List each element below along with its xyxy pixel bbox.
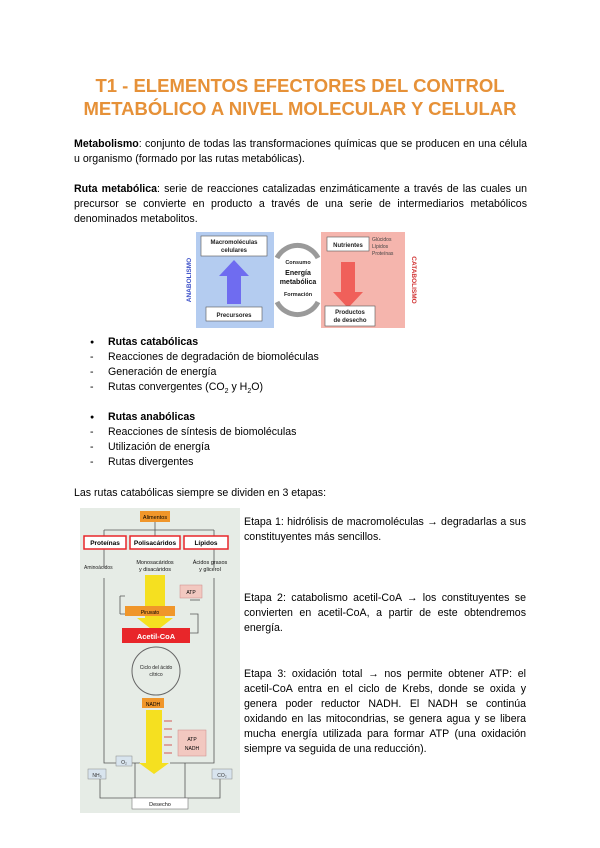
etapa-3-text: Etapa 3: oxidación total → nos permite obtener ATP: el acetil-CoA entra en el ciclo de Krebs, donde se oxida y genera poder reductor NADH. El NADH se continúa oxidando en las mitocondrias, se genera agua y se libera mucha energía utilizada para formar ATP (una oxidación siempre va seguida de una reducción).	[244, 668, 526, 755]
o-close-text: O)	[251, 381, 264, 393]
list-item: - Rutas divergentes	[90, 455, 296, 470]
title-line-2: METABÓLICO A NIVEL MOLECULAR Y CELULAR	[83, 98, 517, 119]
nutrientes-label: Nutrientes	[333, 243, 363, 249]
mono-line2: y disacáridos	[138, 567, 172, 573]
desecho-label: Desecho	[149, 802, 171, 808]
macromoleculas-line2: celulares	[220, 248, 248, 254]
productos-line1: Productos	[335, 310, 365, 316]
cycle-arc-top	[277, 245, 318, 258]
macromoleculas-line1: Macromoléculas	[210, 240, 258, 246]
formacion-label: Formación	[283, 292, 313, 298]
precursores-label: Precursores	[216, 313, 252, 319]
metabolismo-paragraph	[74, 137, 527, 167]
energia-line1: Energía	[285, 270, 311, 277]
catabolismo-label: CATABOLISMO	[410, 256, 417, 304]
atp-nadh-box	[178, 730, 206, 756]
list-item: - Utilización de energía	[90, 440, 296, 455]
polisacaridos-label: Polisacáridos	[133, 540, 177, 547]
list-item-convergentes	[90, 380, 319, 399]
ruta-paragraph	[74, 182, 527, 227]
co2-label: CO₂	[217, 773, 227, 779]
list-item: - Generación de energía	[90, 365, 319, 380]
ciclo-line2: cítrico	[149, 672, 163, 678]
piruvato-label: Piruvato	[140, 610, 160, 616]
nadh-label: NADH	[145, 702, 161, 708]
atp-nadh-line2: NADH	[184, 746, 200, 752]
o2-label: O₂	[121, 760, 127, 766]
acidos-line1: Ácidos grasos	[192, 560, 228, 566]
etapa-2-text: Etapa 2: catabolismo acetil-CoA → los constituyentes se convierten en acetil-CoA, a partir de este obtendremos energía.	[244, 592, 526, 634]
ruta-definition: : serie de reacciones catalizadas enzimáticamente a través de las cuales un precursor se convierte en producto a través de una serie de intermediarios metabólicos denominados metabolitos.	[74, 183, 527, 225]
consumo-label: Consumo	[285, 260, 311, 266]
convergentes-text: Rutas convergentes (CO	[108, 381, 225, 393]
glucidos-label: Glúcidos	[372, 237, 392, 243]
proteinas-fig1-label: Proteínas	[372, 251, 394, 257]
catabolism-stages-diagram	[80, 508, 240, 813]
metabolism-diagram	[181, 230, 417, 330]
list-item: - Reacciones de síntesis de biomoléculas	[90, 425, 296, 440]
ruta-term: Ruta metabólica	[74, 183, 158, 195]
co2-subscript: 2	[224, 388, 229, 396]
rutas-anabolicas-list	[90, 410, 296, 470]
alimentos-label: Alimentos	[142, 515, 168, 521]
acetilcoa-label: Acetil-CoA	[136, 632, 176, 641]
proteinas-label: Proteínas	[90, 540, 120, 547]
mono-line1: Monosacáridos	[136, 560, 174, 566]
metabolismo-definition: : conjunto de todas las transformaciones químicas que se producen en una célula u organismo (formado por las rutas metabólicas).	[74, 138, 527, 165]
page-title	[60, 74, 540, 120]
productos-line2: de desecho	[333, 318, 367, 324]
title-line-1: T1 - ELEMENTOS EFECTORES DEL CONTROL	[95, 75, 505, 96]
atp-nadh-line1: ATP	[187, 737, 197, 743]
list-item: - Reacciones de degradación de biomoléculas	[90, 350, 319, 365]
ciclo-line1: Ciclo del ácido	[139, 665, 173, 671]
rutas-catabolicas-list	[90, 335, 319, 399]
lipidos-label: Lípidos	[372, 244, 389, 250]
acidos-line2: y glicerol	[199, 567, 221, 573]
nh3-label: NH₃	[92, 773, 102, 779]
cycle-arc-bottom	[277, 302, 318, 315]
y-h-text: y H	[228, 381, 248, 393]
lipidos-label: Lípidos	[194, 540, 218, 547]
metabolismo-term: Metabolismo	[74, 138, 139, 150]
etapa-1-text: Etapa 1: hidrólisis de macromoléculas → degradarlas a sus constituyentes más sencillos.	[244, 516, 526, 543]
aminoacidos-label: Aminoácidos	[84, 565, 113, 571]
atp-label: ATP	[186, 590, 196, 596]
h2o-subscript: 2	[247, 388, 252, 396]
rutas-catabolicas-heading: ● Rutas catabólicas	[90, 335, 319, 350]
energia-line2: metabólica	[279, 279, 317, 286]
anabolismo-label: ANABOLISMO	[186, 257, 193, 303]
etapas-intro: Las rutas catabólicas siempre se dividen en 3 etapas:	[74, 487, 327, 499]
rutas-anabolicas-heading: ● Rutas anabólicas	[90, 410, 296, 425]
